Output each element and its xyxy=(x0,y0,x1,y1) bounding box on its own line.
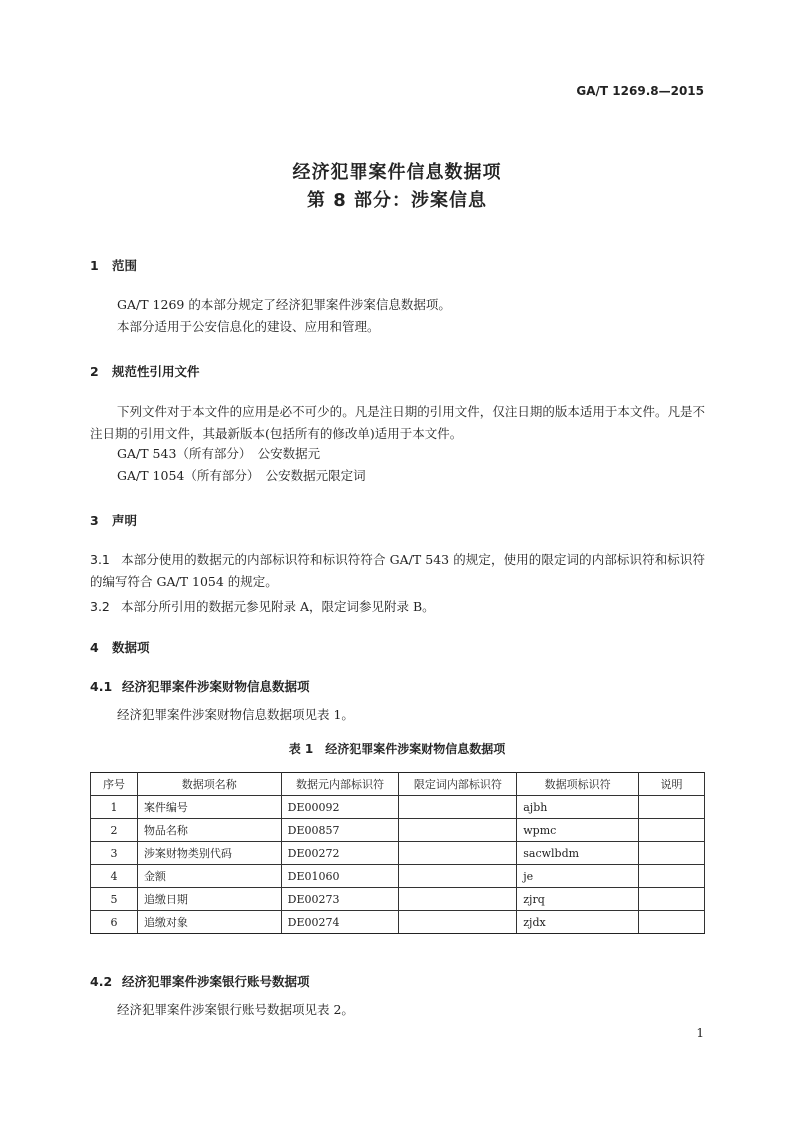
table-cell: 5 xyxy=(91,888,138,911)
section-3-heading xyxy=(90,511,137,529)
section-number: 3 xyxy=(90,513,99,528)
table-cell xyxy=(639,865,705,888)
paragraph: 下列文件对于本文件的应用是必不可少的。凡是注日期的引用文件，仅注日期的版本适用于本文件。凡是不注日期的引用文件，其最新版本(包括所有的修改单)适用于本文件。 xyxy=(90,404,705,441)
table-cell: 2 xyxy=(91,819,138,842)
table-row xyxy=(91,865,705,888)
table-cell: 涉案财物类别代码 xyxy=(137,842,281,865)
table-cell xyxy=(639,796,705,819)
column-header: 序号 xyxy=(91,773,138,796)
subsection-number: 4.2 xyxy=(90,974,113,989)
table-cell: 3 xyxy=(91,842,138,865)
reference-item: GA/T 1054（所有部分） 公安数据元限定词 xyxy=(117,468,366,483)
table-cell: wpmc xyxy=(517,819,639,842)
paragraph: 经济犯罪案件涉案财物信息数据项见表 1。 xyxy=(117,707,354,722)
table-1 xyxy=(90,772,705,934)
table-cell: 物品名称 xyxy=(137,819,281,842)
section-2-heading xyxy=(90,362,200,380)
table-header-row xyxy=(91,773,705,796)
table-cell: DE00857 xyxy=(281,819,399,842)
table-cell xyxy=(639,842,705,865)
section-4-heading xyxy=(90,638,150,656)
table-cell: sacwlbdm xyxy=(517,842,639,865)
table-cell: DE01060 xyxy=(281,865,399,888)
page-number: 1 xyxy=(696,1026,704,1040)
table-cell: 1 xyxy=(91,796,138,819)
table-row xyxy=(91,796,705,819)
table-row xyxy=(91,888,705,911)
column-header: 数据元内部标识符 xyxy=(281,773,399,796)
table-cell xyxy=(399,888,517,911)
table-cell: zjrq xyxy=(517,888,639,911)
table-cell xyxy=(399,911,517,934)
section-number: 2 xyxy=(90,364,99,379)
clause-text: 本部分使用的数据元的内部标识符和标识符符合 GA/T 543 的规定，使用的限定词的内部标识符和标识符的编写符合 GA/T 1054 的规定。 xyxy=(90,552,705,589)
section-title: 规范性引用文件 xyxy=(112,364,200,379)
table-cell xyxy=(399,842,517,865)
clause-3-2 xyxy=(90,597,435,615)
section-title: 范围 xyxy=(112,258,138,273)
column-header: 限定词内部标识符 xyxy=(399,773,517,796)
section-number: 4 xyxy=(90,640,99,655)
table-cell: DE00092 xyxy=(281,796,399,819)
table-cell xyxy=(399,865,517,888)
clause-3-1 xyxy=(90,549,705,593)
table-row xyxy=(91,819,705,842)
table-cell: ajbh xyxy=(517,796,639,819)
paragraph: 本部分适用于公安信息化的建设、应用和管理。 xyxy=(117,319,380,334)
column-header: 说明 xyxy=(639,773,705,796)
section-title: 数据项 xyxy=(112,640,150,655)
standard-code: GA/T 1269.8—2015 xyxy=(576,84,704,98)
clause-number: 3.2 xyxy=(90,599,110,614)
column-header: 数据项名称 xyxy=(137,773,281,796)
clause-number: 3.1 xyxy=(90,552,110,567)
table-cell: DE00272 xyxy=(281,842,399,865)
table-cell: 案件编号 xyxy=(137,796,281,819)
paragraph: GA/T 1269 的本部分规定了经济犯罪案件涉案信息数据项。 xyxy=(117,297,451,312)
section-title: 声明 xyxy=(112,513,138,528)
table-1-caption: 表 1 经济犯罪案件涉案财物信息数据项 xyxy=(288,742,506,756)
subsection-title: 经济犯罪案件涉案财物信息数据项 xyxy=(122,679,310,694)
table-cell: DE00273 xyxy=(281,888,399,911)
table-cell: DE00274 xyxy=(281,911,399,934)
subsection-4-2-heading xyxy=(90,972,310,990)
document-subtitle: 第 8 部分：涉案信息 xyxy=(306,190,488,211)
table-cell: zjdx xyxy=(517,911,639,934)
table-cell xyxy=(639,819,705,842)
table-cell xyxy=(639,911,705,934)
table-cell: je xyxy=(517,865,639,888)
subsection-4-1-heading xyxy=(90,677,310,695)
section-1-heading xyxy=(90,256,137,274)
document-title: 经济犯罪案件信息数据项 xyxy=(292,162,502,183)
reference-item: GA/T 543（所有部分） 公安数据元 xyxy=(117,446,321,461)
table-cell: 6 xyxy=(91,911,138,934)
section-number: 1 xyxy=(90,258,99,273)
paragraph: 经济犯罪案件涉案银行账号数据项见表 2。 xyxy=(117,1002,354,1017)
table-cell xyxy=(399,819,517,842)
table-cell: 追缴日期 xyxy=(137,888,281,911)
table-cell: 追缴对象 xyxy=(137,911,281,934)
table-cell: 金额 xyxy=(137,865,281,888)
subsection-number: 4.1 xyxy=(90,679,113,694)
table-cell xyxy=(399,796,517,819)
subsection-title: 经济犯罪案件涉案银行账号数据项 xyxy=(122,974,310,989)
column-header: 数据项标识符 xyxy=(517,773,639,796)
table-row xyxy=(91,911,705,934)
table-cell: 4 xyxy=(91,865,138,888)
table-cell xyxy=(639,888,705,911)
table-row xyxy=(91,842,705,865)
clause-text: 本部分所引用的数据元参见附录 A，限定词参见附录 B。 xyxy=(121,599,435,614)
